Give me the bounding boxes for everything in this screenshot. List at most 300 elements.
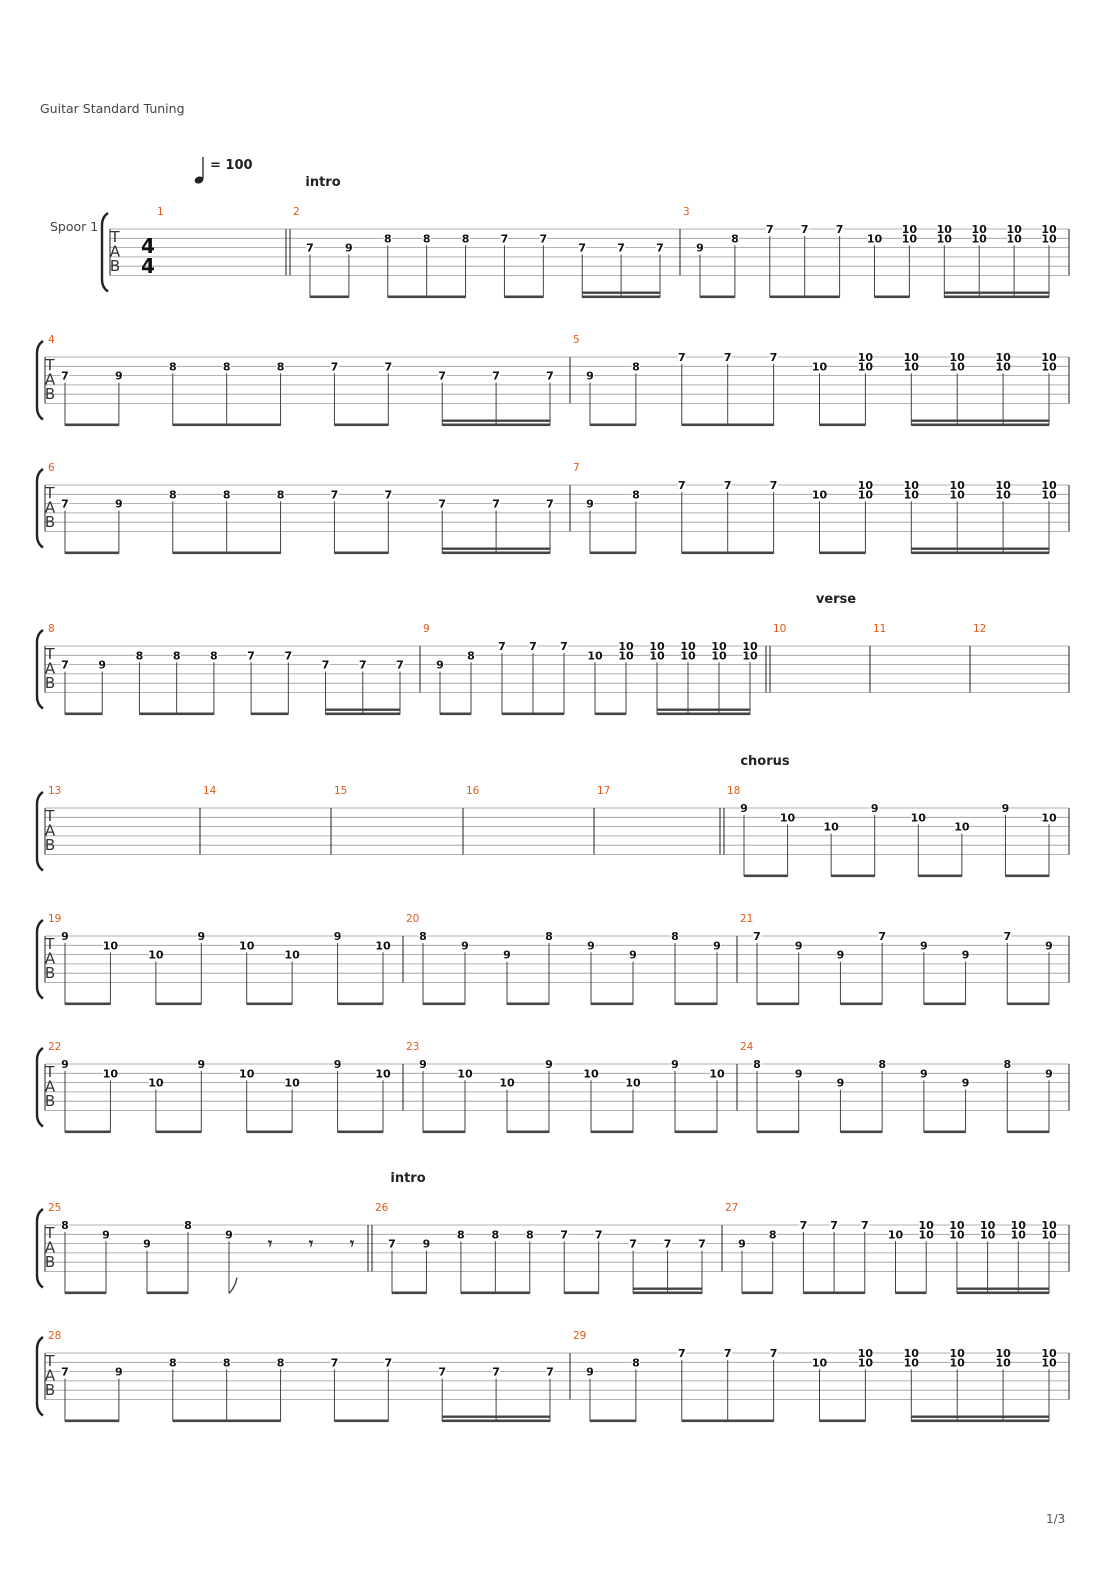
note-beam (423, 1003, 465, 1006)
fret-number: 7 (529, 640, 537, 653)
measure-number: 5 (573, 334, 580, 346)
note-beam (591, 1003, 633, 1006)
fret-number: 10 (811, 360, 828, 374)
fret-number: 8 (753, 1058, 761, 1071)
fret-number: 8 (168, 360, 177, 374)
tab-clef-letter: B (109, 257, 121, 275)
fret-number: 10 (936, 223, 952, 236)
measure-number: 3 (683, 206, 690, 218)
note-beam (831, 875, 875, 878)
fret-number: 7 (878, 930, 886, 943)
measure-number: 6 (48, 462, 55, 474)
note-beam (440, 713, 471, 716)
fret-number: 10 (903, 479, 919, 492)
note-beam-secondary (911, 420, 1049, 422)
note-beam (65, 713, 102, 716)
note-beam (590, 1420, 636, 1423)
measure-number: 18 (727, 785, 741, 797)
note-beam-secondary (442, 1416, 550, 1418)
note-beam (957, 1292, 1049, 1295)
fret-number: 7 (723, 351, 732, 364)
tab-system (37, 1048, 1069, 1133)
note-beam (147, 1292, 188, 1295)
note-beam (65, 424, 119, 427)
fret-number: 8 (168, 488, 177, 502)
fret-number: 8 (276, 488, 285, 502)
measure-number: 28 (48, 1330, 62, 1342)
fret-number: 10 (709, 1067, 725, 1081)
time-signature-bottom: 4 (141, 254, 155, 278)
tab-clef-letter: B (44, 1092, 56, 1110)
tab-system (102, 213, 1069, 298)
fret-number: 9 (197, 930, 206, 943)
fret-number: 7 (384, 360, 393, 374)
fret-number: 10 (583, 1067, 599, 1081)
note-beam (682, 424, 774, 427)
fret-number: 10 (995, 1347, 1011, 1360)
fret-number: 10 (457, 1067, 473, 1081)
fret-number: 8 (276, 360, 285, 374)
measure-number: 4 (48, 334, 55, 346)
note-beam (633, 1292, 702, 1295)
tab-clef-letter: B (44, 1253, 56, 1271)
fret-number: 7 (438, 497, 447, 511)
fret-number: 10 (1041, 479, 1057, 492)
tab-clef-letter: A (44, 821, 56, 840)
tab-clef-letter: A (109, 242, 121, 261)
fret-number: 7 (830, 1219, 838, 1232)
fret-number: 7 (677, 1347, 686, 1360)
fret-number: 10 (375, 939, 391, 953)
measure-number: 11 (873, 623, 887, 635)
note-beam (1005, 875, 1049, 878)
fret-number: 7 (321, 658, 330, 672)
fret-number: 7 (617, 241, 625, 255)
fret-number: 10 (857, 351, 874, 364)
fret-number: 7 (492, 369, 500, 383)
time-signature-top: 4 (141, 234, 155, 258)
measure-number: 7 (573, 462, 580, 474)
fret-number: 9 (225, 1228, 233, 1242)
tab-clef-letter: A (44, 949, 56, 968)
note-beam (820, 424, 866, 427)
fret-number: 10 (995, 351, 1011, 364)
note-beam (173, 552, 281, 555)
fret-number: 10 (148, 1076, 164, 1090)
fret-number: 10 (1041, 1228, 1057, 1242)
system-bracket (37, 1048, 43, 1127)
fret-number: 10 (918, 1228, 934, 1242)
fret-number: 10 (284, 948, 300, 962)
fret-number: 7 (753, 930, 761, 943)
note-beam (944, 296, 1049, 299)
fret-number: 8 (168, 1356, 177, 1370)
fret-number: 10 (148, 948, 164, 962)
fret-number: 10 (1010, 1219, 1026, 1232)
fret-number: 10 (618, 649, 634, 663)
fret-number: 9 (345, 241, 353, 255)
note-beam (247, 1131, 292, 1134)
note-beam (700, 296, 735, 299)
fret-number: 10 (779, 811, 796, 825)
fret-number: 8 (878, 1058, 886, 1071)
note-beam (924, 1003, 966, 1006)
fret-number: 7 (663, 1237, 672, 1251)
fret-number: 10 (866, 232, 883, 246)
fret-number: 7 (677, 351, 686, 364)
fret-number: 8 (632, 1356, 640, 1370)
note-beam-secondary (442, 548, 550, 550)
tab-clef-letter: B (44, 385, 56, 403)
fret-number: 7 (578, 241, 587, 255)
fret-number: 10 (949, 1228, 965, 1242)
fret-number: 9 (422, 1237, 431, 1251)
fret-number: 10 (949, 1219, 965, 1232)
fret-number: 7 (769, 351, 778, 364)
fret-number: 9 (461, 939, 469, 953)
fret-number: 10 (102, 1067, 119, 1081)
measure-number: 17 (597, 785, 611, 797)
note-beam-secondary (326, 709, 400, 711)
fret-number: 10 (625, 1076, 641, 1090)
fret-number: 7 (546, 497, 554, 511)
track-name: Spoor 1 (50, 219, 99, 234)
note-beam (590, 552, 636, 555)
fret-number: 7 (677, 479, 686, 492)
fret-number: 10 (971, 223, 987, 236)
fret-number: 7 (546, 369, 554, 383)
tab-clef-letter: T (110, 228, 120, 246)
fret-number: 10 (1006, 232, 1022, 246)
measure-number: 15 (334, 785, 348, 797)
fret-number: 10 (742, 649, 758, 663)
fret-number: 10 (1041, 351, 1057, 364)
fret-number: 8 (276, 1356, 285, 1370)
fret-number: 10 (711, 640, 727, 653)
fret-number: 9 (794, 939, 803, 953)
fret-number: 10 (823, 820, 839, 834)
fret-number: 10 (649, 640, 665, 653)
tab-clef-letter: B (44, 964, 56, 982)
fret-number: 8 (525, 1228, 534, 1242)
fret-number: 8 (135, 649, 144, 663)
note-beam (334, 552, 388, 555)
tuning-label: Guitar Standard Tuning (40, 101, 185, 116)
fret-number: 7 (769, 479, 778, 492)
section-label: verse (815, 592, 857, 607)
tab-clef-letter: A (44, 659, 56, 678)
fret-number: 9 (920, 1067, 928, 1081)
fret-number: 7 (388, 1237, 396, 1251)
fret-number: 10 (949, 1356, 965, 1370)
fret-number: 8 (731, 232, 739, 246)
fret-number: 9 (115, 497, 123, 511)
section-label: chorus (740, 754, 790, 769)
fret-number: 7 (500, 232, 509, 246)
fret-number: 10 (949, 479, 965, 492)
fret-number: 10 (1041, 360, 1057, 374)
fret-number: 9 (333, 930, 342, 943)
fret-number: 7 (765, 223, 774, 236)
tab-system (37, 630, 1069, 715)
measure-number: 29 (573, 1330, 587, 1342)
fret-number: 8 (210, 649, 218, 663)
system-bracket (37, 630, 43, 709)
note-beam (392, 1292, 426, 1295)
note-beam (675, 1131, 717, 1134)
fret-number: 9 (61, 930, 69, 943)
fret-number: 10 (680, 640, 696, 653)
measure-number: 27 (725, 1202, 739, 1214)
note-beam (326, 713, 400, 716)
fret-number: 8 (184, 1219, 192, 1232)
fret-number: 7 (723, 479, 732, 492)
measure-number: 21 (740, 913, 754, 925)
fret-number: 9 (61, 1058, 69, 1071)
system-bracket (37, 1209, 43, 1288)
fret-number: 9 (836, 1076, 845, 1090)
fret-number: 7 (860, 1219, 869, 1232)
fret-number: 8 (467, 649, 475, 663)
fret-number: 8 (545, 930, 553, 943)
fret-number: 10 (903, 1347, 919, 1360)
fret-number: 7 (835, 223, 844, 236)
note-beam (770, 296, 840, 299)
note-beam (682, 552, 774, 555)
note-beam (911, 552, 1049, 555)
fret-number: 8 (383, 232, 392, 246)
fret-number: 10 (811, 488, 828, 502)
fret-number: 9 (545, 1058, 553, 1071)
fret-number: 10 (1041, 232, 1057, 246)
note-beam (918, 875, 962, 878)
fret-number: 7 (492, 497, 500, 511)
note-beam (65, 552, 119, 555)
fret-number: 10 (995, 1356, 1011, 1370)
tempo-marking: = 100 (210, 158, 253, 173)
fret-number: 7 (384, 1356, 393, 1370)
fret-number: 9 (961, 1076, 970, 1090)
fret-number: 7 (61, 369, 69, 383)
note-beam (247, 1003, 292, 1006)
note-beam-secondary (582, 292, 660, 294)
tab-clef-letter: A (44, 498, 56, 517)
note-beam (139, 713, 213, 716)
fret-number: 9 (436, 658, 444, 672)
fret-number: 9 (740, 802, 748, 815)
fret-number: 10 (239, 1067, 255, 1081)
fret-number: 8 (61, 1219, 69, 1232)
fret-number: 10 (995, 479, 1011, 492)
measure-number: 10 (773, 623, 787, 635)
system-bracket (37, 920, 43, 999)
fret-number: 10 (857, 1356, 874, 1370)
note-beam (334, 424, 388, 427)
note-beam (156, 1131, 201, 1134)
fret-number: 8 (222, 1356, 231, 1370)
tab-clef-letter: B (44, 1381, 56, 1399)
measure-number: 8 (48, 623, 55, 635)
system-bracket (102, 213, 108, 292)
system-bracket (37, 792, 43, 871)
fret-number: 10 (901, 223, 918, 236)
fret-number: 10 (1010, 1228, 1026, 1242)
fret-number: 10 (949, 351, 965, 364)
fret-number: 9 (586, 1365, 594, 1379)
tab-clef-letter: T (45, 1352, 55, 1370)
tab-clef-letter: B (44, 674, 56, 692)
note-beam (840, 1003, 882, 1006)
note-beam (590, 424, 636, 427)
fret-number: 10 (711, 649, 727, 663)
fret-number: 9 (586, 369, 594, 383)
note-beam-secondary (944, 292, 1049, 294)
fret-number: 7 (492, 1365, 500, 1379)
fret-number: 10 (887, 1228, 904, 1242)
fret-number: 7 (799, 1219, 808, 1232)
fret-number: 9 (920, 939, 928, 953)
fret-number: 10 (857, 1347, 874, 1360)
note-beam (564, 1292, 598, 1295)
note-beam (1007, 1131, 1049, 1134)
note-beam-secondary (633, 1288, 702, 1290)
fret-number: 9 (696, 241, 704, 255)
fret-number: 10 (1006, 223, 1022, 236)
fret-number: 7 (498, 640, 506, 653)
system-bracket (37, 469, 43, 548)
fret-number: 10 (587, 649, 603, 663)
fret-number: 7 (1003, 930, 1012, 943)
fret-number: 7 (330, 488, 339, 502)
fret-number: 7 (800, 223, 809, 236)
fret-number: 10 (949, 360, 965, 374)
measure-number: 23 (406, 1041, 420, 1053)
fret-number: 9 (738, 1237, 746, 1251)
note-beam-secondary (657, 709, 750, 711)
tab-clef-letter: T (45, 1063, 55, 1081)
tab-clef-letter: A (44, 1077, 56, 1096)
note-beam (875, 296, 910, 299)
fret-number: 9 (115, 1365, 123, 1379)
fret-number: 10 (903, 1356, 919, 1370)
fret-number: 10 (903, 360, 919, 374)
note-beam (251, 713, 288, 716)
fret-number: 7 (594, 1228, 603, 1242)
measure-number: 26 (375, 1202, 389, 1214)
fret-number: 10 (995, 360, 1011, 374)
note-beam (507, 1131, 549, 1134)
fret-number: 7 (438, 1365, 447, 1379)
fret-number: 9 (586, 497, 594, 511)
measure-number: 25 (48, 1202, 62, 1214)
note-beam (657, 713, 750, 716)
note-flag (229, 1278, 237, 1294)
fret-number: 7 (723, 1347, 732, 1360)
system-bracket (37, 1337, 43, 1416)
fret-number: 10 (1041, 488, 1057, 502)
fret-number: 7 (546, 1365, 554, 1379)
measure-number: 16 (466, 785, 480, 797)
note-beam (504, 296, 543, 299)
note-beam (840, 1131, 882, 1134)
fret-number: 10 (811, 1356, 828, 1370)
tab-clef-letter: T (45, 356, 55, 374)
note-beam-secondary (911, 548, 1049, 550)
fret-number: 9 (419, 1058, 427, 1071)
measure-number: 2 (293, 206, 300, 218)
note-beam-secondary (911, 1416, 1049, 1418)
note-beam (65, 1292, 106, 1295)
measure-number: 13 (48, 785, 62, 797)
fret-number: 10 (1041, 1219, 1057, 1232)
fret-number: 7 (61, 497, 69, 511)
fret-number: 9 (143, 1237, 151, 1251)
fret-number: 10 (954, 820, 970, 834)
fret-number: 10 (239, 939, 255, 953)
fret-number: 7 (629, 1237, 637, 1251)
note-beam (442, 1420, 550, 1423)
note-beam (334, 1420, 388, 1423)
measure-number: 24 (740, 1041, 754, 1053)
note-beam (582, 296, 660, 299)
fret-number: 10 (1041, 1347, 1057, 1360)
note-beam (502, 713, 564, 716)
fret-number: 9 (503, 948, 511, 962)
fret-number: 10 (949, 488, 965, 502)
note-beam (173, 424, 281, 427)
fret-number: 10 (680, 649, 696, 663)
note-beam (595, 713, 626, 716)
fret-number: 8 (222, 488, 231, 502)
note-beam (388, 296, 466, 299)
fret-number: 9 (333, 1058, 342, 1071)
fret-number: 7 (539, 232, 548, 246)
fret-number: 8 (422, 232, 431, 246)
fret-number: 9 (115, 369, 123, 383)
fret-number: 8 (632, 488, 640, 502)
fret-number: 10 (901, 232, 918, 246)
fret-number: 10 (857, 488, 874, 502)
fret-number: 9 (1045, 939, 1053, 953)
tab-clef-letter: T (45, 1224, 55, 1242)
note-beam (423, 1131, 465, 1134)
fret-number: 9 (587, 939, 595, 953)
measure-number: 9 (423, 623, 430, 635)
note-beam (675, 1003, 717, 1006)
fret-number: 8 (671, 930, 679, 943)
fret-number: 10 (903, 351, 919, 364)
fret-number: 9 (794, 1067, 803, 1081)
note-beam-secondary (442, 420, 550, 422)
tab-system (37, 792, 1069, 877)
measure-number: 1 (157, 206, 164, 218)
note-beam-secondary (957, 1288, 1049, 1290)
fret-number: 9 (671, 1058, 679, 1071)
fret-number: 8 (222, 360, 231, 374)
fret-number: 7 (396, 658, 404, 672)
note-beam (310, 296, 349, 299)
measure-number: 12 (973, 623, 987, 635)
fret-number: 10 (857, 360, 874, 374)
fret-number: 9 (197, 1058, 206, 1071)
fret-number: 10 (979, 1219, 996, 1232)
tab-clef-letter: T (45, 807, 55, 825)
note-beam (442, 552, 550, 555)
fret-number: 10 (979, 1228, 996, 1242)
fret-number: 10 (936, 232, 952, 246)
measure-number: 22 (48, 1041, 62, 1053)
fret-number: 8 (457, 1228, 465, 1242)
